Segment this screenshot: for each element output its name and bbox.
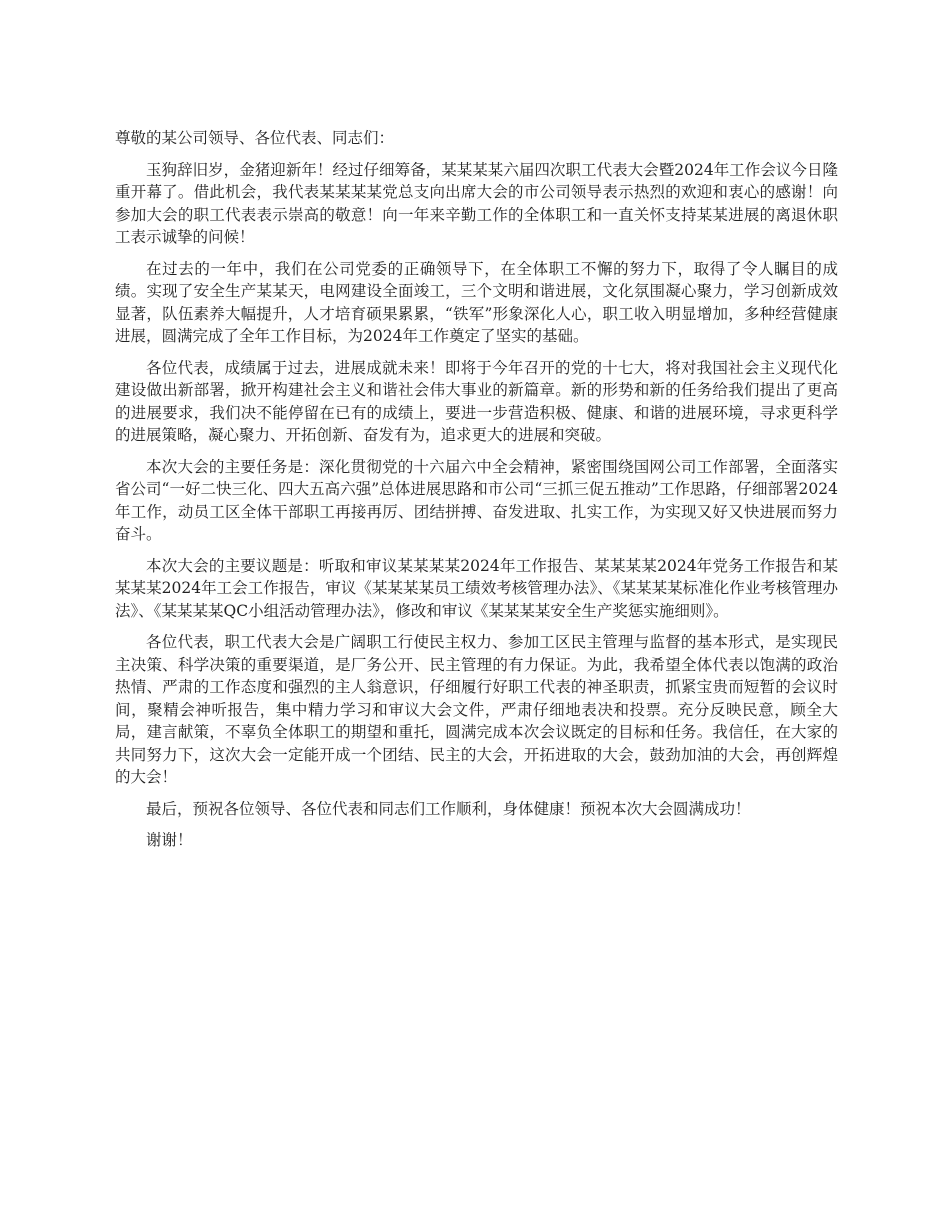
paragraph-thanks: 谢谢！ bbox=[146, 831, 193, 849]
paragraph-outlook: 各位代表，成绩属于过去，进展成就未来！即将于今年召开的党的十七大，将对我国社会主义现代化建设做出新部署，掀开构建社会主义和谐社会伟大事业的新篇章。新的形势和新的任务给我们提出了更高的进展要求，我们决不能停留在已有的成绩上，要进一步营造积极、健康、和谐的进展环境，寻求更科学的进展策略，凝心聚力、开拓创新、奋发有为，追求更大的进展和突破。 bbox=[115, 358, 838, 444]
salutation: 尊敬的某公司领导、各位代表、同志们： bbox=[115, 129, 395, 147]
paragraph-opening: 玉狗辞旧岁，金猪迎新年！经过仔细筹备，某某某某六届四次职工代表大会暨2024年工作会议今日隆重开幕了。借此机会，我代表某某某某党总支向出席大会的市公司领导表示热烈的欢迎和衷心的感谢！向参加大会的职工代表表示崇高的敬意！向一年来辛勤工作的全体职工和一直关怀支持某某进展的离退休职工表示诚挚的问候！ bbox=[115, 160, 838, 246]
paragraph-main-tasks: 本次大会的主要任务是：深化贯彻党的十六届六中全会精神，紧密围绕国网公司工作部署，全面落实省公司“一好二快三化、四大五高六强”总体进展思路和市公司“三抓三促五推动”工作思路，仔细部署2024年工作，动员工区全体干部职工再接再厉、团结拼搏、奋发进取、扎实工作，为实现又好又快进展而努力奋斗。 bbox=[115, 457, 838, 543]
paragraph-closing-wishes: 最后，预祝各位领导、各位代表和同志们工作顺利，身体健康！预祝本次大会圆满成功！ bbox=[146, 799, 751, 818]
paragraph-agenda: 本次大会的主要议题是：听取和审议某某某某2024年工作报告、某某某某2024年党务工作报告和某某某某2024年工会工作报告，审议《某某某某员工绩效考核管理办法》、《某某某某标准化作业考核管理办法》、《某某某某QC小组活动管理办法》，修改和审议《某某某某安全生产奖惩实施细则》。 bbox=[115, 556, 838, 620]
paragraph-achievements: 在过去的一年中，我们在公司党委的正确领导下，在全体职工不懈的努力下，取得了令人瞩目的成绩。实现了安全生产某某天，电网建设全面竣工，三个文明和谐进展，文化氛围凝心聚力，学习创新成效显著，队伍素养大幅提升，人才培育硕果累累，“铁军”形象深化人心，职工收入明显增加，多种经营健康进展，圆满完成了全年工作目标，为2024年工作奠定了坚实的基础。 bbox=[115, 259, 838, 345]
document-body bbox=[115, 127, 838, 861]
paragraph-expectations: 各位代表，职工代表大会是广阔职工行使民主权力、参加工区民主管理与监督的基本形式，是实现民主决策、科学决策的重要渠道，是厂务公开、民主管理的有力保证。为此，我希望全体代表以饱满的政治热情、严肃的工作态度和强烈的主人翁意识，仔细履行好职工代表的神圣职责，抓紧宝贵而短暂的会议时间，聚精会神听报告，集中精力学习和审议大会文件，严肃仔细地表决和投票。充分反映民意，顾全大局，建言献策，不辜负全体职工的期望和重托，圆满完成本次会议既定的目标和任务。我信任，在大家的共同努力下，这次大会一定能开成一个团结、民主的大会，开拓进取的大会，鼓劲加油的大会，再创辉煌的大会！ bbox=[115, 633, 838, 786]
